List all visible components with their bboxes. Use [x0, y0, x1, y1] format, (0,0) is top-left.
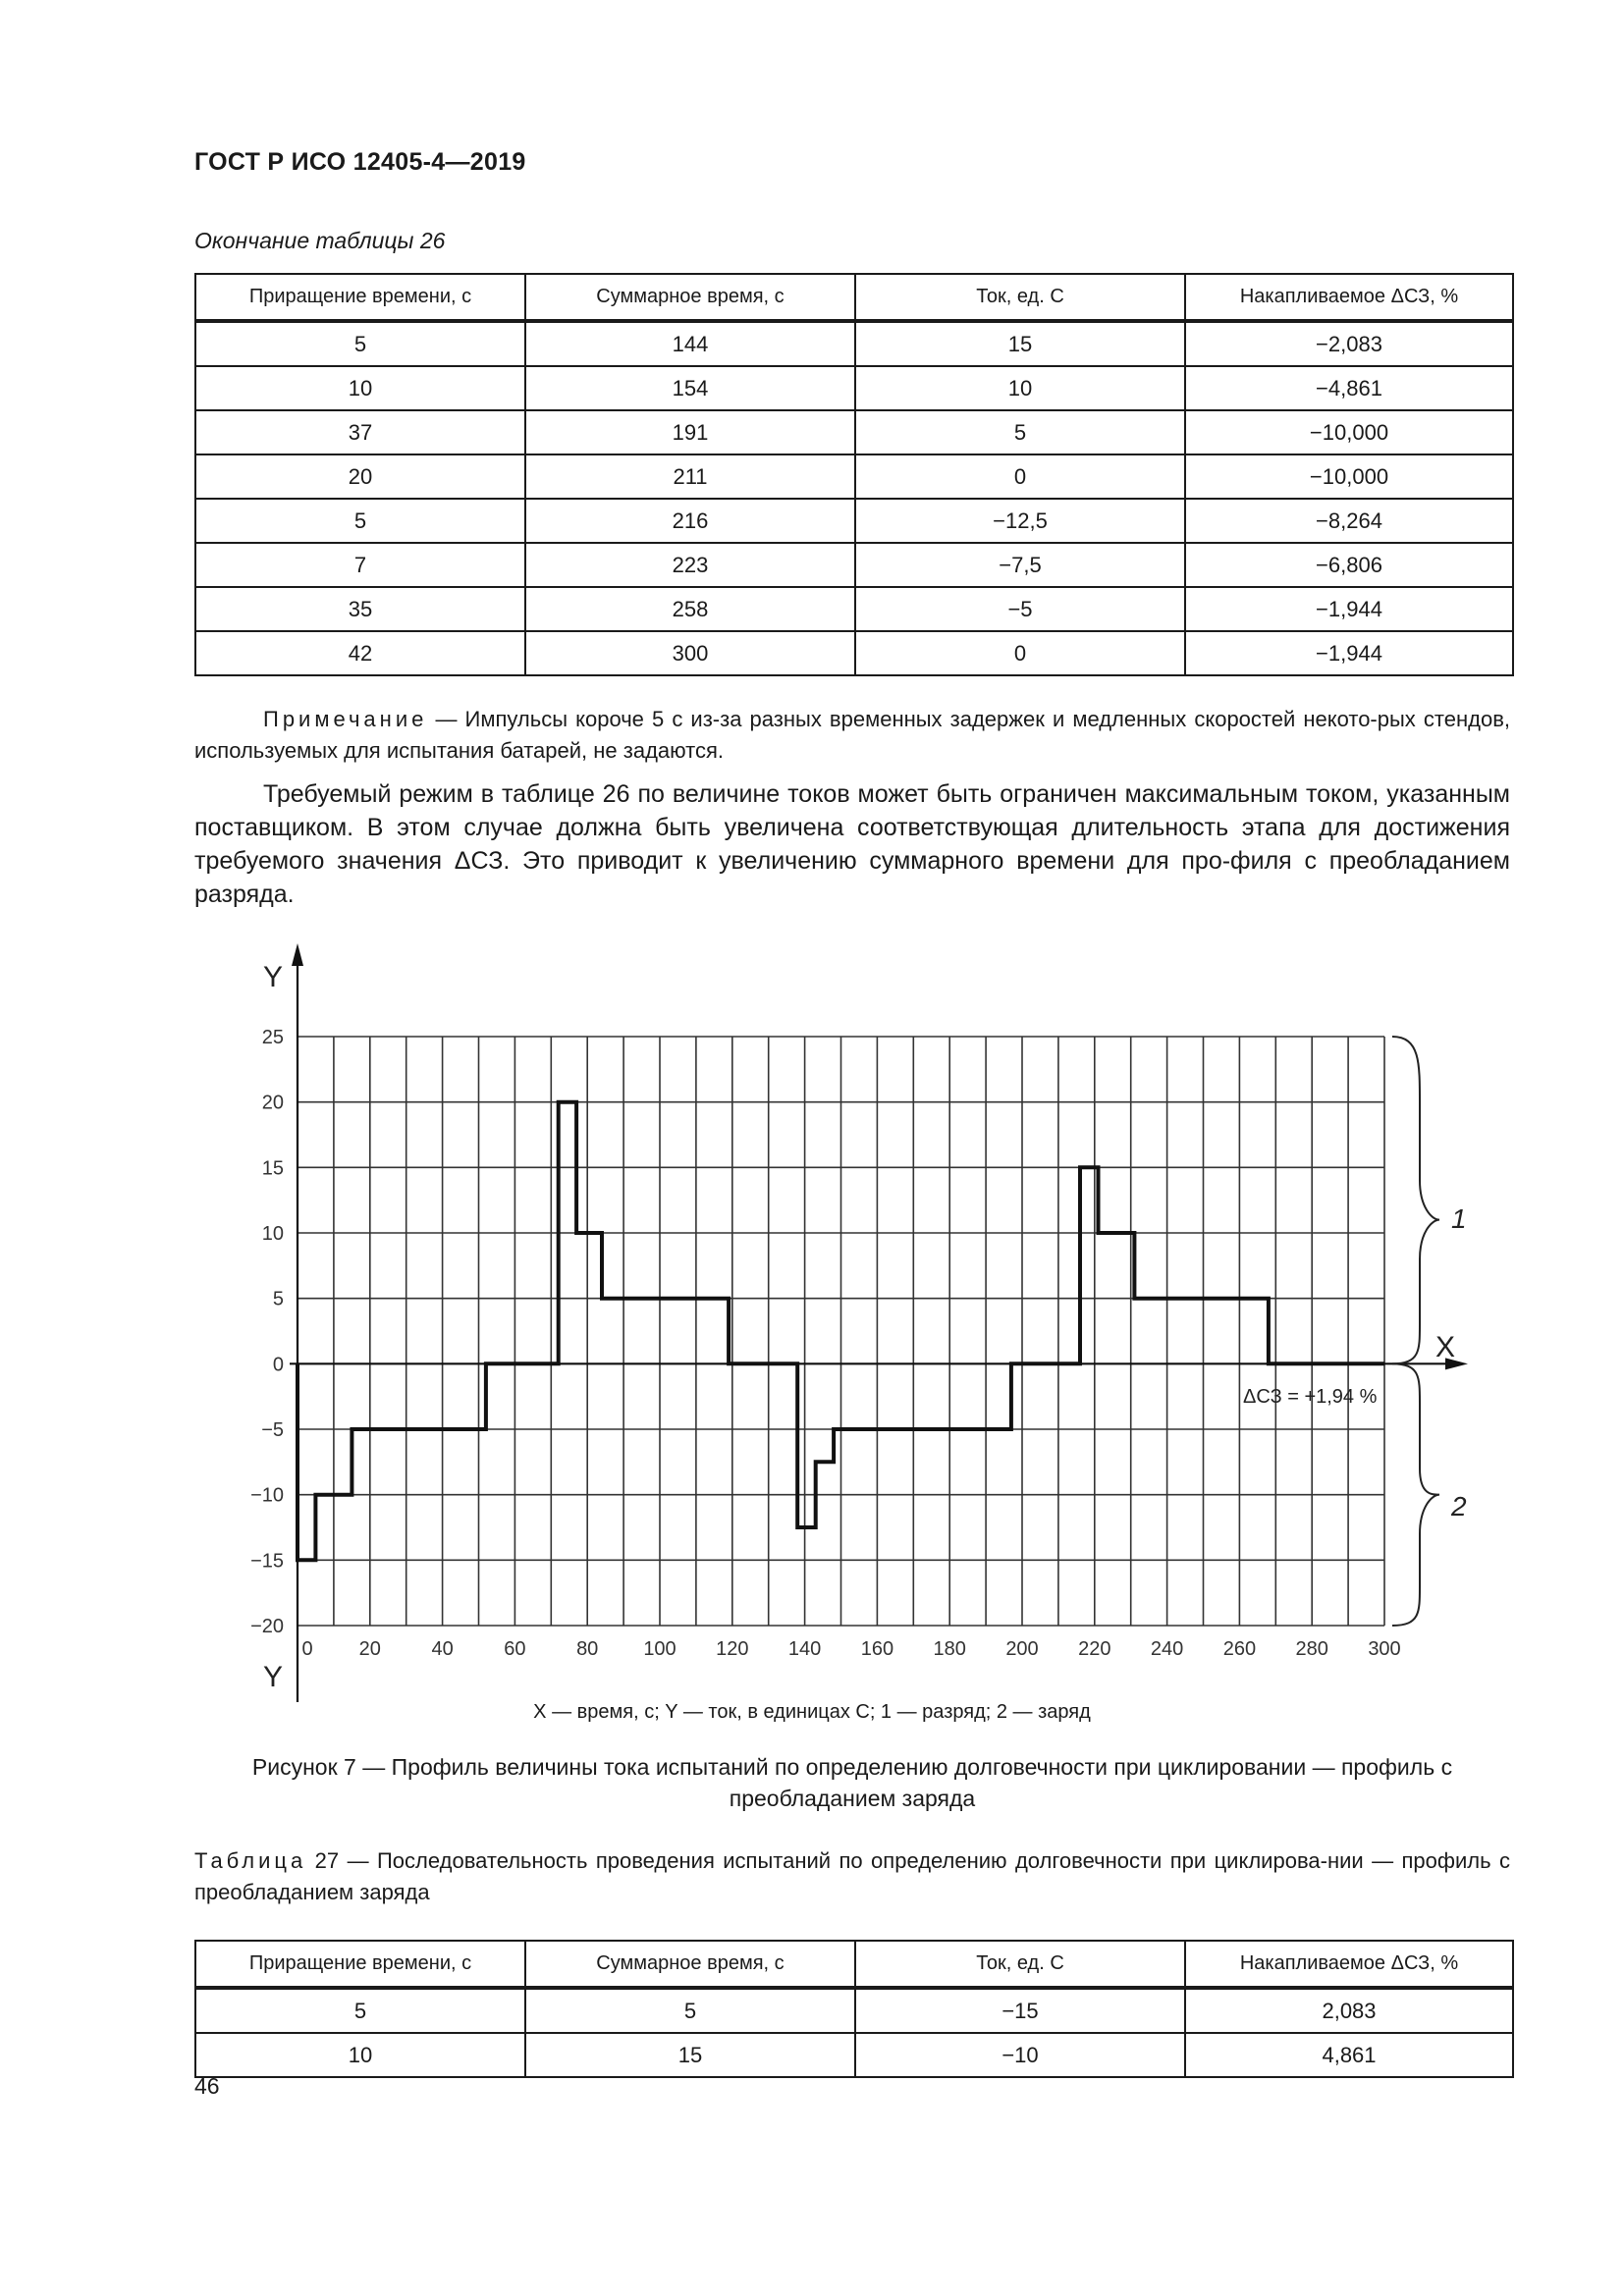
table-cell: −1,944: [1185, 587, 1513, 631]
x-tick-label: 200: [1005, 1638, 1039, 1660]
table-cell: 0: [855, 631, 1185, 675]
brace-charge: [1392, 1363, 1439, 1626]
y-tick-label: 5: [272, 1288, 284, 1310]
table-cell: −10,000: [1185, 410, 1513, 454]
x-tick-label: 300: [1368, 1638, 1401, 1660]
x-tick-label: 160: [860, 1638, 894, 1660]
table-cell: −1,944: [1185, 631, 1513, 675]
brace-label-1: 1: [1451, 1203, 1467, 1234]
chart-grid: [298, 1037, 1384, 1626]
table27: [194, 1940, 1514, 2078]
table26-header-cell: Накапливаемое ΔСЗ, %: [1185, 274, 1513, 321]
table-cell: 0: [855, 454, 1185, 499]
table-cell: 5: [195, 499, 525, 543]
table-cell: 10: [195, 366, 525, 410]
x-axis-label: X: [1435, 1331, 1456, 1363]
y-axis-label-top: Y: [263, 961, 284, 993]
table-cell: 4,861: [1185, 2033, 1513, 2077]
y-tick-label: 15: [261, 1157, 284, 1180]
table27-header-cell: Приращение времени, с: [195, 1941, 525, 1988]
table-cell: 15: [525, 2033, 855, 2077]
chart-axes: [290, 943, 1468, 1702]
table-cell: 42: [195, 631, 525, 675]
y-axis-label-bottom: Y: [263, 1661, 284, 1693]
table-cell: 211: [525, 454, 855, 499]
table-cell: −10: [855, 2033, 1185, 2077]
table-row: [195, 2033, 1513, 2077]
x-tick-label: 120: [716, 1638, 749, 1660]
y-tick-label: −5: [261, 1419, 284, 1441]
table-cell: 20: [195, 454, 525, 499]
table-cell: −15: [855, 1988, 1185, 2033]
y-tick-label: 25: [261, 1027, 284, 1048]
table-cell: 10: [855, 366, 1185, 410]
table27-header-cell: Ток, ед. C: [855, 1941, 1185, 1988]
table27-label: Таблица: [194, 1848, 307, 1873]
y-tick-label: 20: [261, 1092, 284, 1114]
x-tick-label: 80: [576, 1638, 599, 1660]
x-tick-label: 180: [933, 1638, 966, 1660]
table-cell: 216: [525, 499, 855, 543]
brace-discharge: [1392, 1037, 1439, 1363]
table26-header-cell: Суммарное время, с: [525, 274, 855, 321]
table26-header-cell: Ток, ед. C: [855, 274, 1185, 321]
chart-braces: [1392, 1037, 1439, 1626]
y-tick-label: 0: [272, 1354, 284, 1376]
table-cell: 5: [525, 1988, 855, 2033]
x-tick-label: 240: [1150, 1638, 1184, 1660]
table-cell: 5: [195, 321, 525, 366]
x-tick-label: 280: [1295, 1638, 1328, 1660]
table-cell: 5: [855, 410, 1185, 454]
table26-header-cell: Приращение времени, с: [195, 274, 525, 321]
note-text: — Импульсы короче 5 с из-за разных временных задержек и медленных скоростей некото-рых стендов, используемых для испытания батарей, не задаются.: [194, 707, 1510, 763]
table-cell: 223: [525, 543, 855, 587]
table-cell: −5: [855, 587, 1185, 631]
table27-caption-text: 27 — Последовательность проведения испытаний по определению долговечности при циклирова-нии — профиль с преобладанием заряда: [194, 1848, 1510, 1904]
table27-caption: [194, 1845, 1510, 1908]
table-cell: 37: [195, 410, 525, 454]
y-tick-label: −20: [250, 1616, 284, 1637]
brace-label-2: 2: [1451, 1491, 1467, 1522]
note-label: Примечание: [263, 707, 428, 731]
table27-header-cell: Накапливаемое ΔСЗ, %: [1185, 1941, 1513, 1988]
y-tick-label: 10: [261, 1223, 284, 1245]
table-cell: 5: [195, 1988, 525, 2033]
table-cell: 15: [855, 321, 1185, 366]
x-tick-label: 20: [358, 1638, 381, 1660]
table-cell: 2,083: [1185, 1988, 1513, 2033]
table-row: [195, 1988, 1513, 2033]
x-tick-label: 260: [1222, 1638, 1257, 1660]
table-cell: −4,861: [1185, 366, 1513, 410]
table27-header-row: [195, 1941, 1513, 1988]
table-cell: −6,806: [1185, 543, 1513, 587]
table-cell: 258: [525, 587, 855, 631]
table-cell: 35: [195, 587, 525, 631]
table26-caption: Окончание таблицы 26: [194, 228, 446, 253]
delta-annotation: ΔСЗ = +1,94 %: [1243, 1386, 1378, 1408]
table-cell: 300: [525, 631, 855, 675]
table-cell: −8,264: [1185, 499, 1513, 543]
y-tick-label: −10: [250, 1484, 284, 1507]
table-cell: 191: [525, 410, 855, 454]
y-tick-label: −15: [250, 1550, 284, 1573]
table-cell: −10,000: [1185, 454, 1513, 499]
x-tick-label: 100: [643, 1638, 677, 1660]
page-number: 46: [194, 2073, 220, 2099]
x-tick-label: 60: [504, 1638, 526, 1660]
table-cell: 154: [525, 366, 855, 410]
table-cell: 144: [525, 321, 855, 366]
x-tick-label: 140: [787, 1638, 822, 1660]
figure-legend: X — время, с; Y — ток, в единицах C; 1 — разряд; 2 — заряд: [533, 1701, 1091, 1723]
table-cell: 10: [195, 2033, 525, 2077]
chart-tick-labels: [250, 1027, 1401, 1660]
table27-header-cell: Суммарное время, с: [525, 1941, 855, 1988]
document-header: ГОСТ Р ИСО 12405-4—2019: [194, 148, 526, 176]
table-cell: 7: [195, 543, 525, 587]
table-cell: −7,5: [855, 543, 1185, 587]
figure-caption: Рисунок 7 — Профиль величины тока испытаний по определению долговечности при циклировании — профиль с преобладанием заряда: [251, 1754, 1453, 1811]
table-cell: −12,5: [855, 499, 1185, 543]
x-tick-label: 220: [1078, 1638, 1111, 1660]
body-paragraph: Требуемый режим в таблице 26 по величине токов может быть ограничен максимальным током, указанным поставщиком. В этом случае должна быть увеличена соответствующая длительность этапа для достижения требуемого значения ΔСЗ. Это приводит к увеличению суммарного времени для про-филя с преобладанием разряда.: [194, 780, 1510, 908]
table-cell: −2,083: [1185, 321, 1513, 366]
y-axis-arrow: [292, 943, 303, 966]
x-tick-label: 40: [431, 1638, 454, 1660]
x-tick-label: 0: [301, 1638, 313, 1660]
